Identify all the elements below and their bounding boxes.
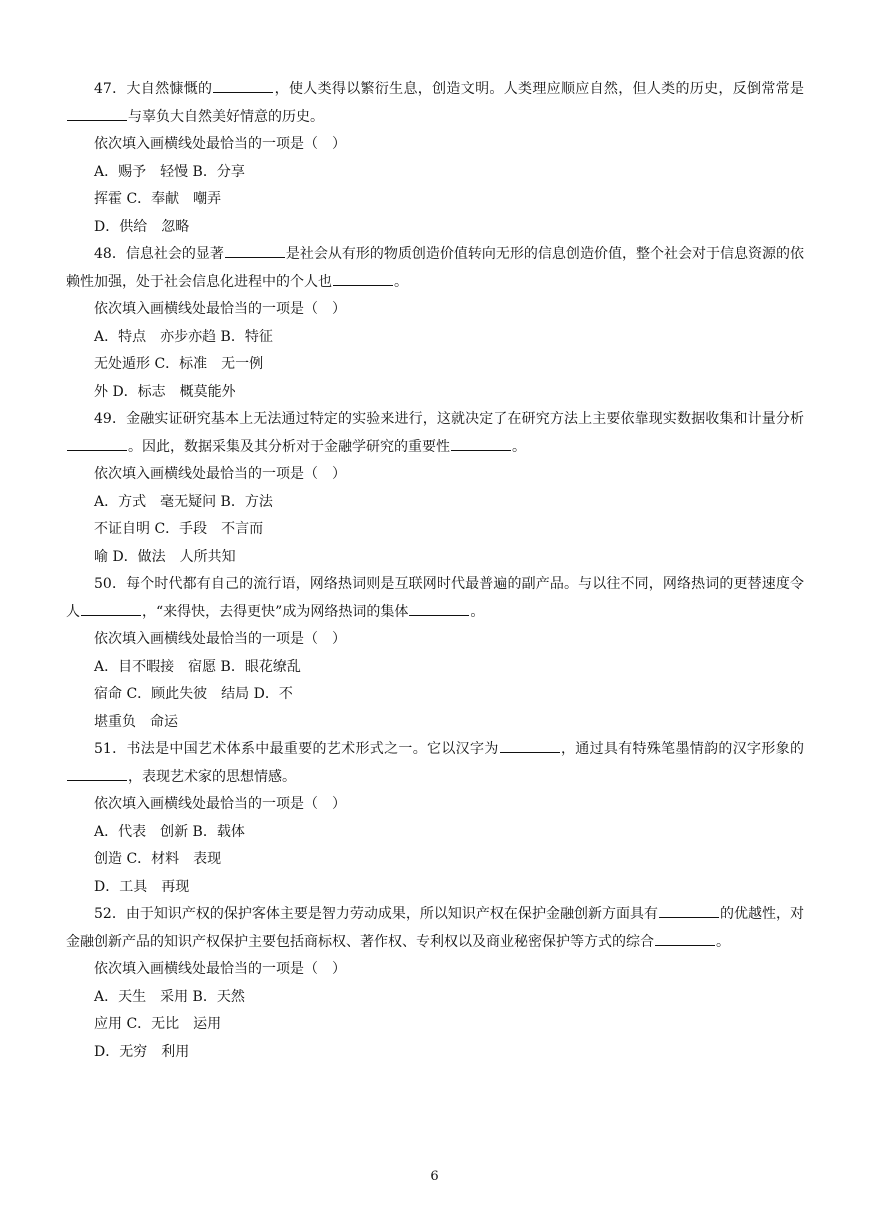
option-line: 外 D．标志 概莫能外 — [94, 383, 236, 400]
question-47 — [66, 76, 804, 241]
stem-text: 是社会从有形的物质创造价值转向无形的信息创造价值，整个社会对于信息资源的依赖性加强，处于社会信息化进程中的个人也 — [66, 246, 804, 290]
option-line: 创造 C．材料 表现 — [94, 851, 222, 867]
stem-text: 。因此，数据采集及其分析对于金融学研究的重要性 — [128, 438, 450, 455]
stem-text: 51．书法是中国艺术体系中最重要的艺术形式之一。它以汉字为 — [94, 741, 499, 757]
option-line: 挥霍 C．奉献 嘲弄 — [94, 191, 222, 207]
option-line: 堪重负 命运 — [94, 713, 178, 730]
stem-text: 49．金融实证研究基本上无法通过特定的实验来进行，这就决定了在研究方法上主要依靠现实数据收集和计量分析 — [94, 411, 804, 427]
answer-blank — [213, 77, 273, 93]
question-prompt: 依次填入画横线处最恰当的一项是（ ） — [94, 136, 346, 152]
question-51 — [66, 736, 804, 901]
option-line: A．天生 采用 B．天然 — [94, 988, 245, 1005]
answer-blank — [500, 737, 560, 753]
option-line: D．工具 再现 — [94, 878, 190, 895]
stem-text: ，表现艺术家的思想情感。 — [128, 768, 296, 785]
stem-text: 47．大自然慷慨的 — [94, 81, 213, 97]
question-list — [66, 76, 804, 1066]
question-prompt: 依次填入画横线处最恰当的一项是（ ） — [94, 961, 346, 977]
answer-blank — [655, 930, 715, 946]
question-48 — [66, 241, 804, 406]
question-50 — [66, 571, 804, 736]
option-line: A．方式 毫无疑问 B．方法 — [94, 493, 273, 510]
stem-text: 与辜负大自然美好情意的历史。 — [128, 108, 324, 125]
stem-text: 。 — [512, 438, 526, 455]
answer-blank — [81, 600, 141, 616]
question-prompt: 依次填入画横线处最恰当的一项是（ ） — [94, 631, 346, 647]
stem-text: ，使人类得以繁衍生息，创造文明。人类理应顺应自然，但人类的历史，反倒常常是 — [274, 81, 804, 97]
question-prompt: 依次填入画横线处最恰当的一项是（ ） — [94, 796, 346, 812]
question-stem — [66, 406, 804, 461]
question-stem — [66, 736, 804, 791]
stem-text: ，“来得快，去得更快”成为网络热词的集体 — [142, 603, 409, 620]
answer-blank — [67, 435, 127, 451]
question-stem — [66, 76, 804, 131]
stem-text: 。 — [716, 933, 730, 950]
answer-blank — [409, 600, 469, 616]
answer-blank — [451, 435, 511, 451]
stem-text: 52．由于知识产权的保护客体主要是智力劳动成果，所以知识产权在保护金融创新方面具有 — [94, 906, 658, 922]
answer-blank — [333, 270, 393, 286]
answer-blank — [225, 242, 285, 258]
stem-text: 。 — [394, 273, 408, 290]
stem-text: 的优越性，对金融创新产品的知识产权保护主要包括商标权、著作权、专利权以及商业秘密保护等方式的综合 — [66, 906, 805, 950]
option-line: A．目不暇接 宿愿 B．眼花缭乱 — [94, 658, 301, 675]
option-line: A．特点 亦步亦趋 B．特征 — [94, 328, 273, 345]
stem-text: 。 — [470, 603, 485, 620]
stem-text: 50．每个时代都有自己的流行语，网络热词则是互联网时代最普遍的副产品。与以往不同，网络热词的更替速度令人 — [66, 576, 804, 620]
option-line: 无处遁形 C．标准 无一例 — [94, 356, 264, 372]
answer-blank — [67, 105, 127, 121]
question-52 — [66, 901, 804, 1066]
page-number: 6 — [430, 1169, 439, 1184]
option-line: 喻 D．做法 人所共知 — [94, 548, 236, 565]
option-line: 宿命 C．顾此失彼 结局 D．不 — [94, 686, 293, 702]
question-stem — [66, 571, 804, 626]
option-line: 不证自明 C．手段 不言而 — [94, 521, 264, 537]
question-prompt: 依次填入画横线处最恰当的一项是（ ） — [94, 466, 346, 482]
option-line: D．供给 忽略 — [94, 218, 190, 235]
option-line: A．赐予 轻慢 B．分享 — [94, 163, 245, 180]
option-line: 应用 C．无比 运用 — [94, 1016, 222, 1032]
question-49 — [66, 406, 804, 571]
answer-blank — [67, 765, 127, 781]
question-stem — [66, 241, 804, 296]
option-line: A．代表 创新 B．载体 — [94, 823, 245, 840]
question-stem — [66, 901, 804, 956]
question-prompt: 依次填入画横线处最恰当的一项是（ ） — [94, 301, 346, 317]
answer-blank — [659, 902, 719, 918]
stem-text: 48．信息社会的显著 — [94, 246, 224, 262]
stem-text: ，通过具有特殊笔墨情韵的汉字形象的 — [560, 741, 804, 757]
option-line: D．无穷 利用 — [94, 1043, 190, 1060]
